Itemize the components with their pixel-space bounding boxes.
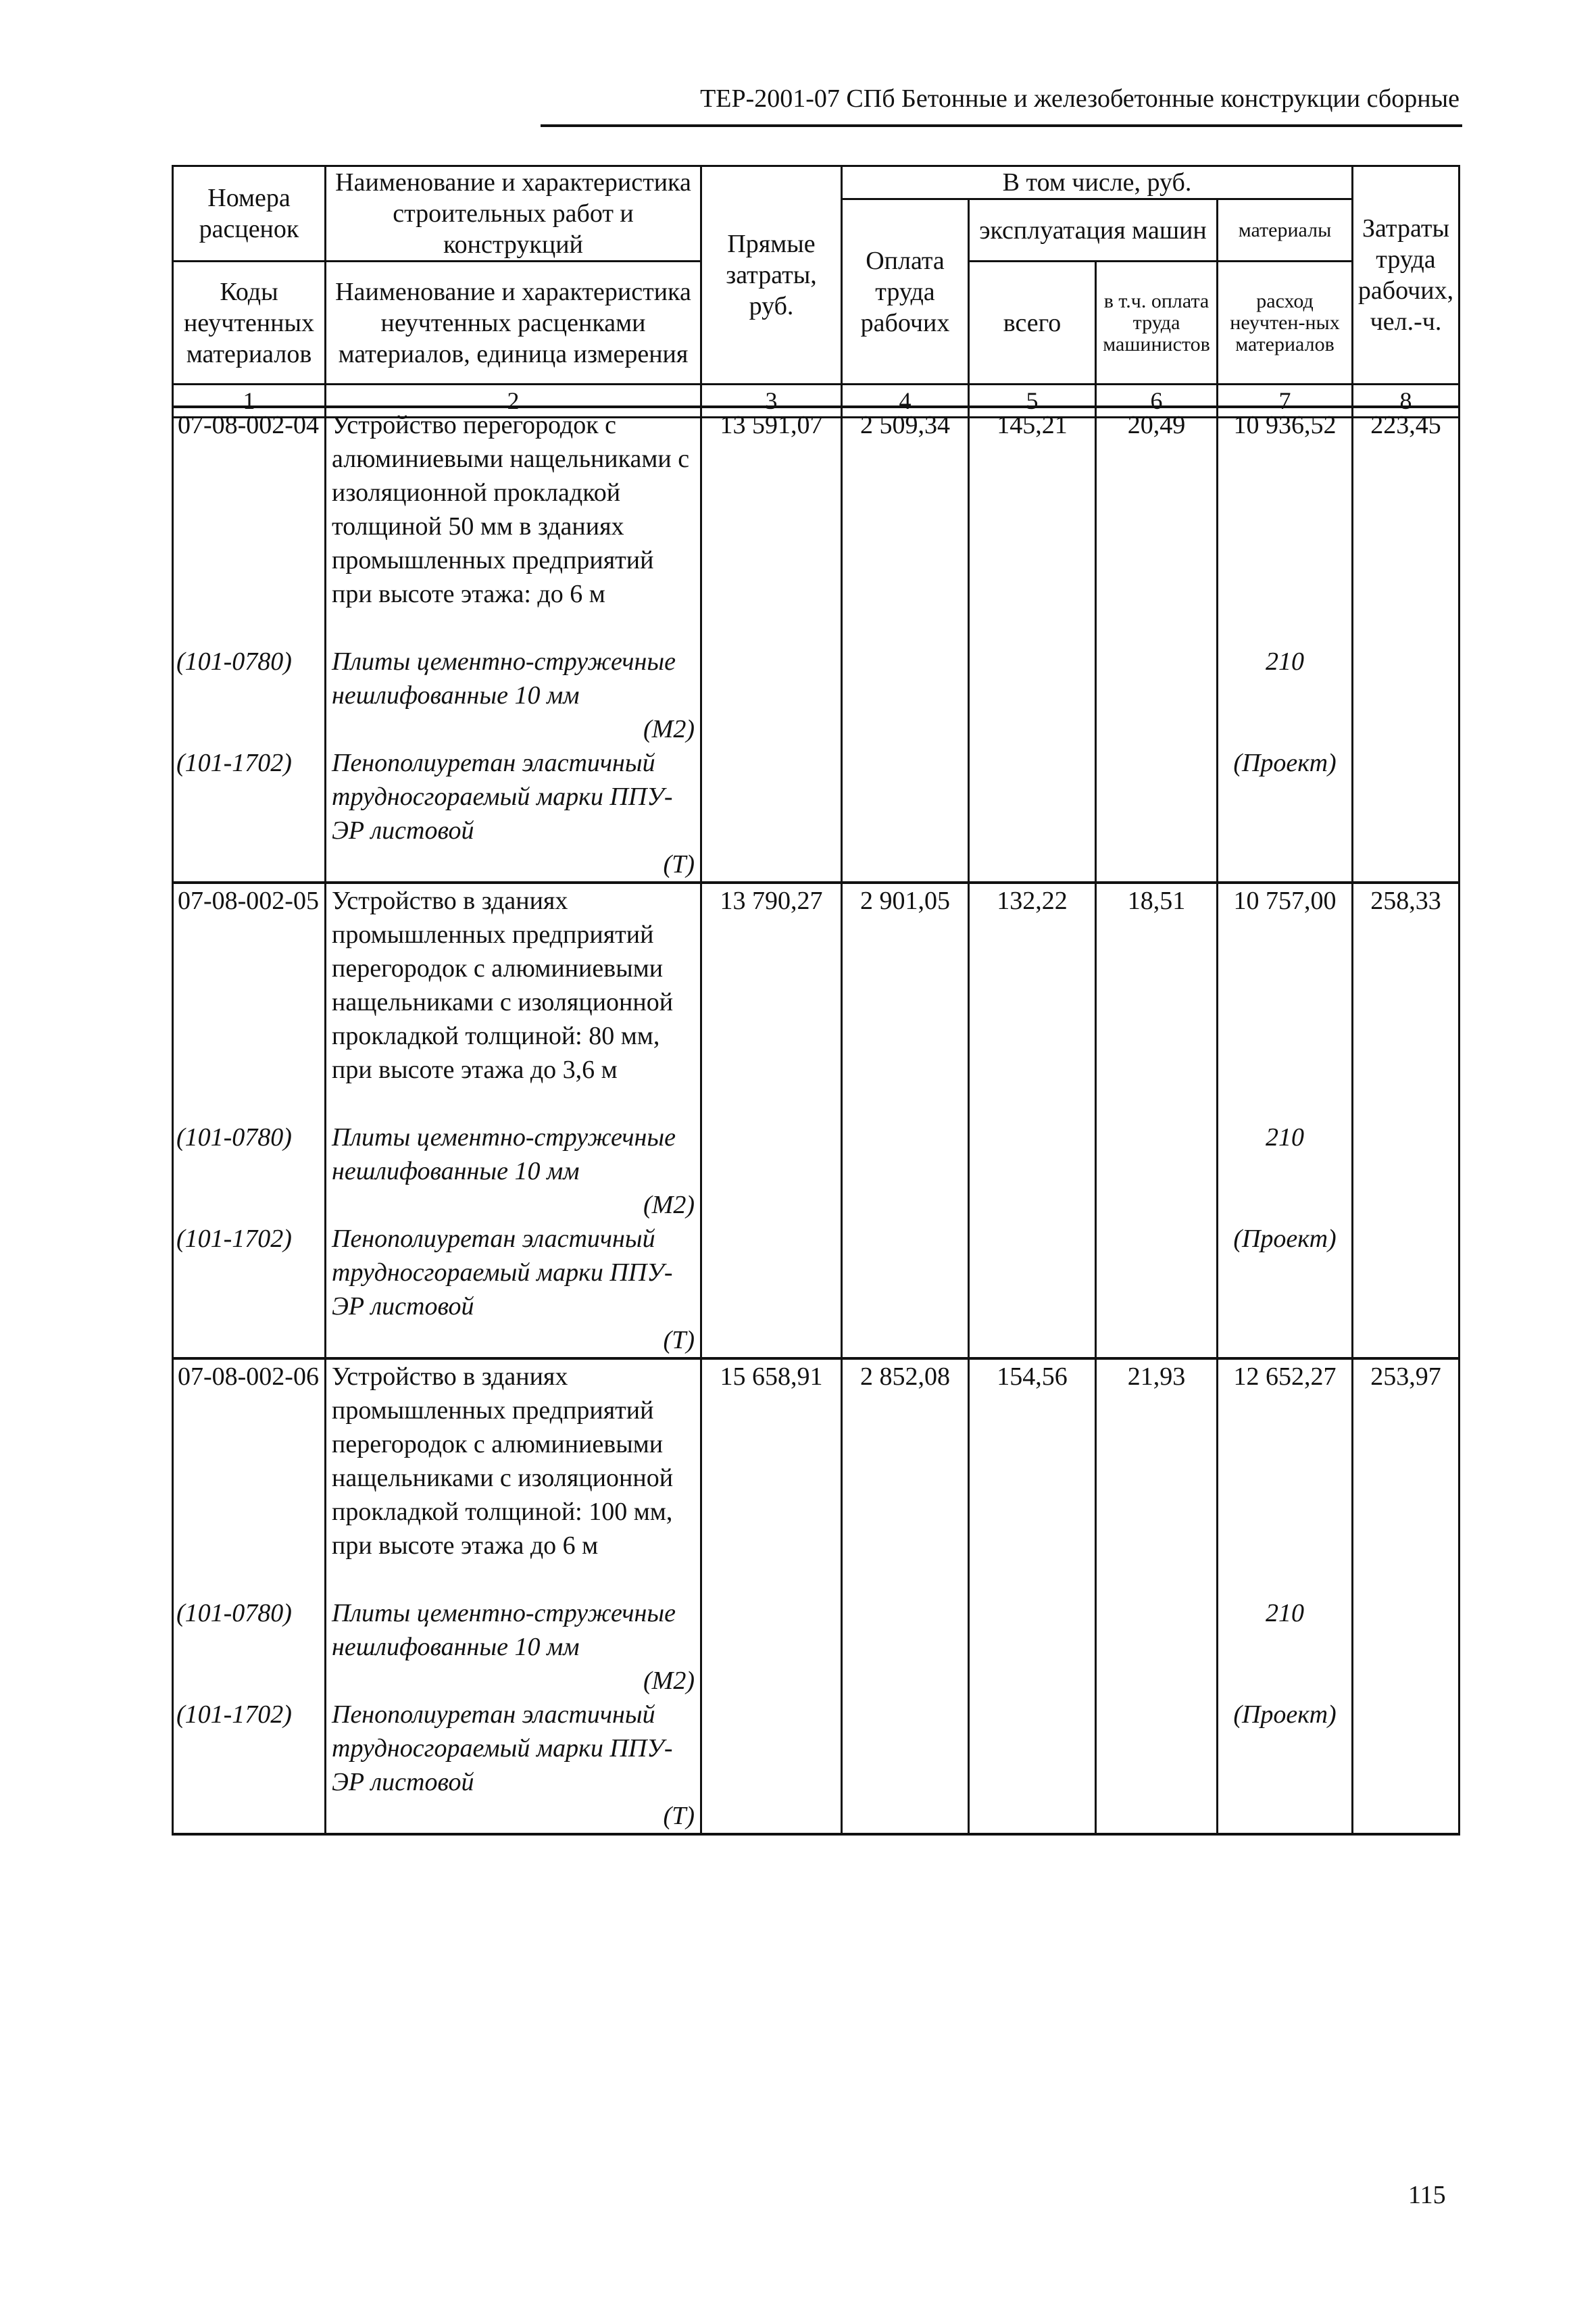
header-machines-label: эксплуатация машин — [969, 199, 1218, 262]
material-cell — [326, 746, 701, 883]
empty-cell — [1096, 1698, 1218, 1834]
header-unaccounted-materials: расход неучтен-ных материалов — [1218, 262, 1353, 385]
material-cell — [326, 645, 701, 746]
empty-cell — [701, 1596, 842, 1698]
material-unit: (Т) — [663, 850, 695, 879]
title-rule — [541, 124, 1462, 127]
empty-cell — [1096, 1121, 1218, 1222]
column-number: 8 — [1353, 385, 1460, 418]
empty-cell — [701, 1222, 842, 1358]
material-row — [173, 1596, 1460, 1698]
material-cell — [326, 1121, 701, 1222]
material-quantity: 210 — [1218, 1121, 1353, 1222]
material-unit: (М2) — [643, 1667, 695, 1695]
column-number: 4 — [842, 385, 969, 418]
material-quantity: 210 — [1218, 1596, 1353, 1698]
header-work-name: Наименование и характеристика строительных работ и конструкций — [326, 166, 701, 262]
table-row — [173, 883, 1460, 1121]
empty-cell — [1353, 645, 1460, 746]
machines-total-value: 145,21 — [969, 407, 1096, 645]
empty-cell — [701, 645, 842, 746]
rates-table — [172, 405, 1460, 1836]
material-unit: (М2) — [643, 715, 695, 743]
material-unit: (Т) — [663, 1326, 695, 1354]
column-number: 2 — [326, 385, 701, 418]
table-header — [172, 165, 1460, 418]
empty-cell — [969, 1698, 1096, 1834]
materials-value: 12 652,27 — [1218, 1358, 1353, 1596]
machinists-pay-value: 18,51 — [1096, 883, 1218, 1121]
column-number: 7 — [1218, 385, 1353, 418]
machinists-pay-value: 21,93 — [1096, 1358, 1218, 1596]
direct-costs-value: 13 790,27 — [701, 883, 842, 1121]
material-unit: (М2) — [643, 1191, 695, 1219]
column-number: 3 — [701, 385, 842, 418]
material-name: Плиты цементно-стружечные нешлифованные 10 мм — [332, 1599, 676, 1661]
material-code: (101-0780) — [173, 645, 326, 746]
material-code: (101-1702) — [173, 746, 326, 883]
header-labor-hours: Затраты труда рабочих, чел.-ч. — [1353, 166, 1460, 385]
empty-cell — [1353, 746, 1460, 883]
empty-cell — [969, 746, 1096, 883]
material-name: Пенополиуретан эластичный трудносгораемый марки ППУ-ЭР листовой — [332, 749, 673, 845]
empty-cell — [969, 1121, 1096, 1222]
column-number: 1 — [173, 385, 326, 418]
empty-cell — [701, 746, 842, 883]
material-code: (101-1702) — [173, 1222, 326, 1358]
material-code: (101-0780) — [173, 1121, 326, 1222]
machinists-pay-value: 20,49 — [1096, 407, 1218, 645]
labor-pay-value: 2 852,08 — [842, 1358, 969, 1596]
rate-code: 07-08-002-06 — [173, 1358, 326, 1596]
labor-hours-value: 253,97 — [1353, 1358, 1460, 1596]
work-description: Устройство в зданиях промышленных предприятий перегородок с алюминиевыми нащельниками с изоляционной прокладкой толщиной: 100 мм, при высоте этажа до 6 м — [326, 1358, 701, 1596]
material-row — [173, 746, 1460, 883]
empty-cell — [842, 1222, 969, 1358]
column-number: 5 — [969, 385, 1096, 418]
header-rate-numbers: Номера расценок — [173, 166, 326, 262]
labor-hours-value: 223,45 — [1353, 407, 1460, 645]
header-material-codes: Коды неучтенных материалов — [173, 262, 326, 385]
column-number: 6 — [1096, 385, 1218, 418]
material-cell — [326, 1222, 701, 1358]
table-row — [173, 1358, 1460, 1596]
material-quantity: (Проект) — [1218, 746, 1353, 883]
empty-cell — [1353, 1698, 1460, 1834]
material-name: Пенополиуретан эластичный трудносгораемый марки ППУ-ЭР листовой — [332, 1225, 673, 1321]
empty-cell — [1353, 1121, 1460, 1222]
empty-cell — [1096, 1596, 1218, 1698]
empty-cell — [1096, 1222, 1218, 1358]
direct-costs-value: 15 658,91 — [701, 1358, 842, 1596]
work-description: Устройство в зданиях промышленных предприятий перегородок с алюминиевыми нащельниками с изоляционной прокладкой толщиной: 80 мм, при высоте этажа до 3,6 м — [326, 883, 701, 1121]
empty-cell — [1096, 746, 1218, 883]
material-code: (101-0780) — [173, 1596, 326, 1698]
materials-value: 10 757,00 — [1218, 883, 1353, 1121]
material-name: Плиты цементно-стружечные нешлифованные 10 мм — [332, 1123, 676, 1185]
material-quantity: (Проект) — [1218, 1222, 1353, 1358]
empty-cell — [969, 1222, 1096, 1358]
material-row — [173, 1222, 1460, 1358]
material-row — [173, 645, 1460, 746]
empty-cell — [969, 645, 1096, 746]
labor-pay-value: 2 509,34 — [842, 407, 969, 645]
empty-cell — [701, 1698, 842, 1834]
material-row — [173, 1698, 1460, 1834]
empty-cell — [842, 746, 969, 883]
rate-code: 07-08-002-04 — [173, 407, 326, 645]
header-machines-total: всего — [969, 262, 1096, 385]
empty-cell — [1353, 1222, 1460, 1358]
header-group-label: В том числе, руб. — [842, 166, 1353, 199]
empty-cell — [1353, 1596, 1460, 1698]
material-cell — [326, 1596, 701, 1698]
empty-cell — [842, 1121, 969, 1222]
direct-costs-value: 13 591,07 — [701, 407, 842, 645]
labor-pay-value: 2 901,05 — [842, 883, 969, 1121]
materials-value: 10 936,52 — [1218, 407, 1353, 645]
empty-cell — [842, 1698, 969, 1834]
header-machinists-pay: в т.ч. оплата труда машинистов — [1096, 262, 1218, 385]
rate-code: 07-08-002-05 — [173, 883, 326, 1121]
header-labor-pay: Оплата труда рабочих — [842, 199, 969, 385]
header-direct-costs: Прямые затраты, руб. — [701, 166, 842, 385]
material-row — [173, 1121, 1460, 1222]
machines-total-value: 132,22 — [969, 883, 1096, 1121]
empty-cell — [701, 1121, 842, 1222]
table-row — [173, 407, 1460, 645]
material-unit: (Т) — [663, 1802, 695, 1830]
empty-cell — [1096, 645, 1218, 746]
material-quantity: (Проект) — [1218, 1698, 1353, 1834]
header-materials-label: материалы — [1218, 199, 1353, 262]
material-cell — [326, 1698, 701, 1834]
document-title: ТЕР-2001-07 СПб Бетонные и железобетонные конструкции сборные — [700, 84, 1460, 113]
labor-hours-value: 258,33 — [1353, 883, 1460, 1121]
page-number: 115 — [1408, 2181, 1446, 2209]
machines-total-value: 154,56 — [969, 1358, 1096, 1596]
work-description: Устройство перегородок с алюминиевыми нащельниками с изоляционной прокладкой толщиной 50 мм в зданиях промышленных предприятий при высоте этажа: до 6 м — [326, 407, 701, 645]
empty-cell — [969, 1596, 1096, 1698]
empty-cell — [842, 645, 969, 746]
material-code: (101-1702) — [173, 1698, 326, 1834]
material-quantity: 210 — [1218, 645, 1353, 746]
material-name: Пенополиуретан эластичный трудносгораемый марки ППУ-ЭР листовой — [332, 1700, 673, 1796]
empty-cell — [842, 1596, 969, 1698]
header-material-names: Наименование и характеристика неучтенных расценками материалов, единица измерения — [326, 262, 701, 385]
material-name: Плиты цементно-стружечные нешлифованные 10 мм — [332, 647, 676, 710]
